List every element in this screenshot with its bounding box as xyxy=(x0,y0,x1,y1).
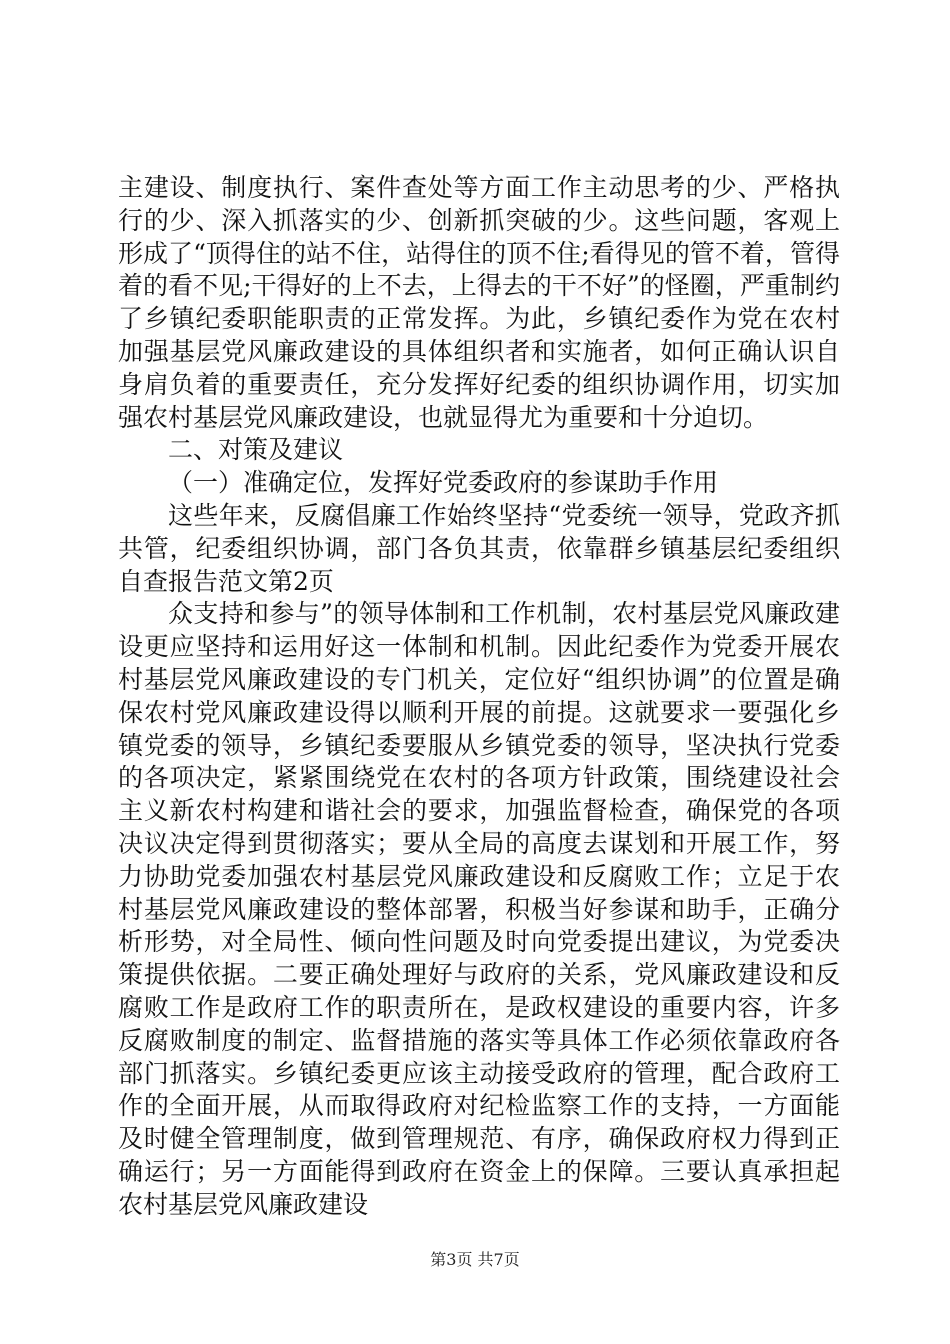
page-footer: 第3页 共7页 xyxy=(430,1250,520,1269)
paragraph-continuation: 主建设、制度执行、案件查处等方面工作主动思考的少、严格执行的少、深入抓落实的少、创新抓突破的少。这些问题，客观上形成了“顶得住的站不住，站得住的顶不住;看得见的管不着，管得着的看不见;干得好的上不去，上得去的干不好”的怪圈，严重制约了乡镇纪委职能职责的正常发挥。为此，乡镇纪委作为党在农村加强基层党风廉政建设的具体组织者和实施者，如何正确认识自身肩负着的重要责任，充分发挥好纪委的组织协调作用，切实加强农村基层党风廉政建设，也就显得尤为重要和十分迫切。 xyxy=(118,173,840,432)
section-heading: 二、对策及建议 xyxy=(168,435,344,465)
document-body xyxy=(118,172,840,1222)
paragraph: 众支持和参与”的领导体制和工作机制，农村基层党风廉政建设更应坚持和运用好这一体制和机制。因此纪委作为党委开展农村基层党风廉政建设的专门机关，定位好“组织协调”的位置是确保农村党风廉政建设得以顺利开展的前提。这就要求一要强化乡镇党委的领导，乡镇纪委要服从乡镇党委的领导，坚决执行党委的各项决定，紧紧围绕党在农村的各项方针政策，围绕建设社会主义新农村构建和谐社会的要求，加强监督检查，确保党的各项决议决定得到贯彻落实；要从全局的高度去谋划和开展工作，努力协助党委加强农村基层党风廉政建设和反腐败工作；立足于农村基层党风廉政建设的整体部署，积极当好参谋和助手，正确分析形势，对全局性、倾向性问题及时向党委提出建议，为党委决策提供依据。二要正确处理好与政府的关系，党风廉政建设和反腐败工作是政府工作的职责所在，是政权建设的重要内容，许多反腐败制度的制定、监督措施的落实等具体工作必须依靠政府各部门抓落实。乡镇纪委更应该主动接受政府的管理，配合政府工作的全面开展，从而取得政府对纪检监察工作的支持，一方面能及时健全管理制度，做到管理规范、有序，确保政府权力得到正确运行；另一方面能得到政府在资金上的保障。三要认真承担起农村基层党风廉政建设 xyxy=(118,599,840,1219)
paragraph: 这些年来，反腐倡廉工作始终坚持“党委统一领导，党政齐抓共管，纪委组织协调，部门各负其责，依靠群乡镇基层纪委组织自查报告范文第2页 xyxy=(118,500,840,596)
subsection-heading: （一）准确定位，发挥好党委政府的参谋助手作用 xyxy=(168,468,719,498)
